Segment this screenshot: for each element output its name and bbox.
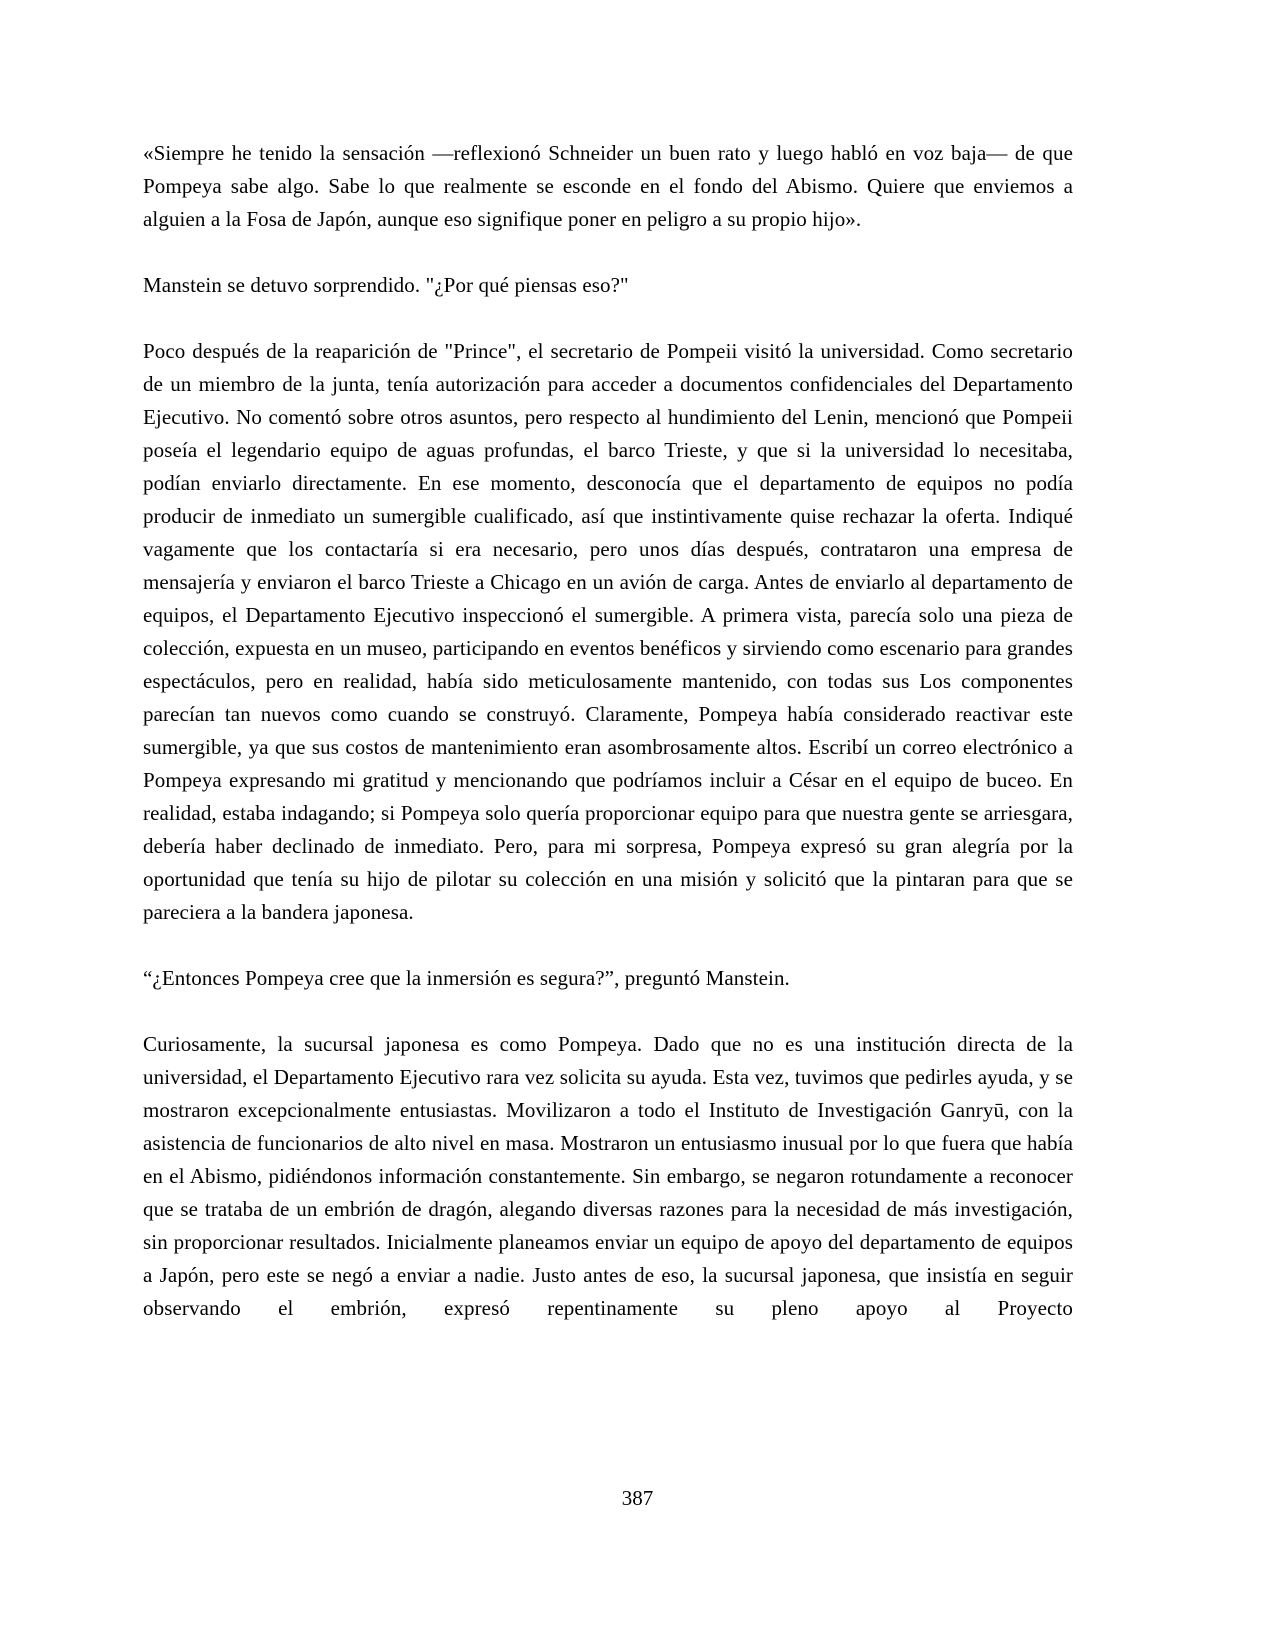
paragraph-quote-schneider: «Siempre he tenido la sensación —reflexionó Schneider un buen rato y luego habló en voz baja— de que Pompeya sabe algo. Sabe lo que realmente se esconde en el fondo del Abismo. Quiere que enviemos a alguien a la Fosa de Japón, aunque eso signifique poner en peligro a su propio hijo». [143, 141, 1073, 231]
paragraph-japanese-branch: Curiosamente, la sucursal japonesa es como Pompeya. Dado que no es una institución directa de la universidad, el Departamento Ejecutivo rara vez solicita su ayuda. Esta vez, tuvimos que pedirles ayuda, y se mostraron excepcionalmente entusiastas. Movilizaron a todo el Instituto de Investigación Ganryū, con la asistencia de funcionarios de alto nivel en masa. Mostraron un entusiasmo inusual por lo que fuera que había en el Abismo, pidiéndonos información constantemente. Sin embargo, se negaron rotundamente a reconocer que se trataba de un embrión de dragón, alegando diversas razones para la necesidad de más investigación, sin proporcionar resultados. Inicialmente planeamos enviar un equipo de apoyo del departamento de equipos a Japón, pero este se negó a enviar a nadie. Justo antes de eso, la sucursal japonesa, que insistía en seguir observando el embrión, expresó repentinamente su pleno apoyo al Proyecto [143, 1032, 1073, 1320]
paragraph-manstein-dive-question: “¿Entonces Pompeya cree que la inmersión es segura?”, preguntó Manstein. [143, 966, 790, 990]
page-number: 387 [621, 1486, 654, 1510]
page-content [143, 137, 1073, 1358]
paragraph-trieste-story: Poco después de la reaparición de "Prince", el secretario de Pompeii visitó la universidad. Como secretario de un miembro de la junta, tenía autorización para acceder a documentos confidenciales del Departamento Ejecutivo. No comentó sobre otros asuntos, pero respecto al hundimiento del Lenin, mencionó que Pompeii poseía el legendario equipo de aguas profundas, el barco Trieste, y que si la universidad lo necesitaba, podían enviarlo directamente. En ese momento, desconocía que el departamento de equipos no podía producir de inmediato un sumergible cualificado, así que instintivamente quise rechazar la oferta. Indiqué vagamente que los contactaría si era necesario, pero unos días después, contrataron una empresa de mensajería y enviaron el barco Trieste a Chicago en un avión de carga. Antes de enviarlo al departamento de equipos, el Departamento Ejecutivo inspeccionó el sumergible. A primera vista, parecía solo una pieza de colección, expuesta en un museo, participando en eventos benéficos y sirviendo como escenario para grandes espectáculos, pero en realidad, había sido meticulosamente mantenido, con todas sus Los componentes parecían tan nuevos como cuando se construyó. Claramente, Pompeya había considerado reactivar este sumergible, ya que sus costos de mantenimiento eran asombrosamente altos. Escribí un correo electrónico a Pompeya expresando mi gratitud y mencionando que podríamos incluir a César en el equipo de buceo. En realidad, estaba indagando; si Pompeya solo quería proporcionar equipo para que nuestra gente se arriesgara, debería haber declinado de inmediato. Pero, para mi sorpresa, Pompeya expresó su gran alegría por la oportunidad que tenía su hijo de pilotar su colección en una misión y solicitó que la pintaran para que se pareciera a la bandera japonesa. [143, 339, 1073, 924]
paragraph-manstein-question: Manstein se detuvo sorprendido. "¿Por qué piensas eso?" [143, 273, 629, 297]
